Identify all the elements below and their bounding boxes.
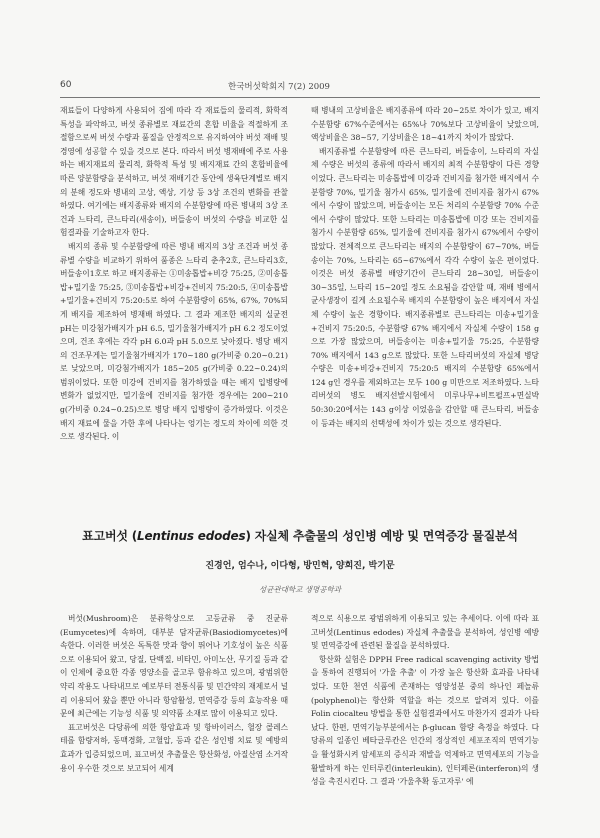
paragraph: 배지종류별 수분함량에 따른 큰느타리, 버들송이, 느타리의 자실체 수량은 버섯의 종류에 따라서 배지의 최적 수분함량이 다른 경향이었다. 큰느타리는 미송톱밥에 미강과 건비지를 첨가한 배지에서 수분함량 70%, 밀기울 첨가시 65%, 밀기울에 건비지를 첨가시 67%에서 수량이 많았으며, 버들송이는 모든 처리의 수분함량 70% 수준에서 수량이 많았다. 또한 느타리는 미송톱밥에 미강 또는 건비지를 첨가시 수분함량 65%, 밀기울에 건비지를 첨가시 67%에서 수량이 많았다. 전체적으로 큰느타리는 배지의 수분함량이 67~70%, 버들송이는 70%, 느타리는 65~67%에서 각각 수량이 높은 편이었다. 이것은 버섯 종류별 배양기간이 큰느타리 28~30일, 버들송이 30~35일, 느타리 15~20일 정도 소요됨을 감안할 때, 재배 병에서 균사생장이 길게 소요될수록 배지의 수분함량이 높은 배지에서 자실체 수량이 높은 경향이다. 배지종류별로 큰느타리는 미송+밀기울+건비지 75:20:5, 수분함량 67% 배지에서 자실체 수량이 158 g으로 가장 많았으며, 버들송이는 미송+밀기울 75:25, 수분함량 70% 배지에서 143 g으로 많았다. 또한 느타리버섯의 자실체 병당 수량은 미송+비강+건비지 75:20:5 배지의 수분함량 65%에서 124 g인 경우를 제외하고는 모두 100 g 미만으로 저조하였다. 느타리버섯의 병도 배지선발시험에서 미루나무+비트펄프+면실박 50:30:20에서는 143 g이상 이었음을 감안할 때 큰느타리, 버들송이 등과는 배지의 선택성에 차이가 있는 것으로 생각된다. [311,146,539,428]
paragraph: 버섯(Mushroom)은 분류학상으로 고등균류 중 진균류(Eumycetes)에 속하며, 대부분 담자균류(Basiodiomycetes)에 속한다. 이러한 버섯은 독특한 맛과 향이 뛰어나 기호성이 높은 식품으로 이용되어 왔고, 당질, 단백질, 비타민, 아미노산, 무기질 등과 같이 인체에 중요한 각종 영양소를 골고루 함유하고 있으며, 광범위한 약리 작용도 나타내므로 예로부터 전통식품 및 민간약의 재제로서 널리 이용되어 왔을 뿐만 아니라 항암활성, 면역증강 등의 효능작용 때문에 최근에는 기능성 식품 및 의약품 소재로 많이 이용되고 있다. [60,614,288,719]
journal-name: 한국버섯학회지 7(2) 2009 [228,82,330,92]
paragraph: 재료들이 다양하게 사용되어 짐에 따라 각 재료들의 물리적, 화학적 특성을 파악하고, 버섯 종류별로 재료간의 혼합 비율을 적절하게 조절함으로써 버섯 수량과 품질을 안정적으로 유지하여야 버섯 재배 및 경영에 성공할 수 있을 것으로 본다. 따라서 버섯 병재배에 주로 사용하는 배지재료의 물리적, 화학적 특성 및 배지재료 간의 혼합비율에 따른 양분함량을 분석하고, 버섯 재배기간 동안에 생육단계별로 배지의 분해 정도와 병내의 고상, 액상, 기상 등 3상 조건의 변화를 관찰하였다. 여기에는 배지종류와 배지의 수분함량에 따른 병내의 3상 조건과 느타리, 큰느타리(새송이), 버들송이 버섯의 수량을 비교한 실험결과를 기술하고자 한다. [60,106,288,238]
upper-right-column [311,104,539,430]
paragraph: 항산화 실험은 DPPH Free radical scavenging activity 방법을 통하여 진행되어 '가울 추출' 이 가장 높은 항산화 효과를 나타내었다. 또한 천연 식품에 존재하는 영양성분 중의 하나인 페놀류(polyphenol)는 항산화 역할을 하는 것으로 알려져 있다. 이를 Folin ciocalteu 방법을 통한 실험결과에서도 마찬가지 결과가 나타났다. 한편, 면역기능부분에서는 β-glucan 함량 측정을 하였다. 다당류의 일종인 베타글루칸은 인간의 정상적인 세포조직의 면역기능을 활성화시켜 암세포의 증식과 재발을 억제하고 면역세포의 기능을 활발하게 하는 인터루킨(interleukin), 인터페론(interferon)의 생성을 촉진시킨다. 그 결과 '가울추확 동고자루' 에 [311,654,539,787]
page-number: 60 [60,80,72,90]
lower-left-column [60,612,288,775]
title-prefix: 표고버섯 ( [82,529,138,543]
paragraph: 때 병내의 고상비율은 배지종류에 따라 20~25로 차이가 있고, 배지수분함량 67%수준에서는 65%나 70%보다 고상비율이 낮았으며, 액상비율은 38~57, 기상비율은 18~41까지 차이가 많았다. [311,106,539,143]
paragraph: 표고버섯은 다당류에 의한 항암효과 및 항바이러스, 혈장 콜레스테롤 함량저하, 동맥경화, 고혈압, 등과 같은 성인병 치료 및 예방의 효과가 입증되었으며, 표고버섯 추출물은 항산화성, 아질산염 소거작용이 우수한 것으로 보고되어 세계 [60,722,288,773]
paragraph: 적으로 식용으로 광범위하게 이용되고 있는 추세이다. 이에 따라 표고버섯(Lentinus edodes) 자실체 추출물을 분석하여, 성인병 예방 및 면역증강에 관련된 물질을 분석하였다. [311,614,539,651]
authors: 진경언, 엄수나, 이다형, 방민혁, 양희진, 박기문 [205,561,395,571]
header-rule [60,97,540,98]
article-title [60,527,540,544]
upper-left-column [60,104,288,444]
affiliation: 성균관대학교 생명공학과 [258,585,342,594]
lower-right-column [311,612,539,789]
paragraph: 배지의 종류 및 수분함량에 따른 병내 배지의 3상 조건과 버섯 종류별 수량을 비교하기 위하여 품종은 느타리 춘추2호, 큰느타리3호, 버들송이1호로 하고 배지종류는 ①미송톱밥+비강 75:25, ②미송톱밥+밀기울 75:25, ③미송톱밥+비강+건비지 75:20:5, ④미송톱밥+밀기울+건비지 75:20:5로 하여 수분함량이 65%, 67%, 70%되게 배지를 제조하여 병재배 하였다. 그 결과 제조한 배지의 실균전 pH는 미강첨가배지가 pH 6.5, 밀기울첨가배지가 pH 6.2 정도이었으며, 건조 후에는 각각 pH 6.0과 pH 5.0으로 낮아졌다. 병당 배지의 건조무게는 밀기울첨가배지가 170~180 g(가비중 0.20~0.21)로 낮았으며, 미강첨가배지가 185~205 g(가비중 0.22~0.24)의 범위이었다. 또한 미강에 건비지를 첨가하였을 때는 배지 입병량에 변화가 없었지만, 밀기울에 건비지를 첨가한 경우에는 200~210 g(가비중 0.24~0.25)으로 병당 배지 입병량이 증가하였다. 이것은 배지 재료에 물을 가한 후에 나타나는 엉기는 정도의 차이에 의한 것으로 생각된다. 이 [60,241,288,442]
title-latin-name: Lentinus edodes [137,529,246,543]
page-header [60,80,540,96]
title-suffix: ) 자실체 추출물의 성인병 예방 및 면역증강 물질분석 [245,529,518,543]
